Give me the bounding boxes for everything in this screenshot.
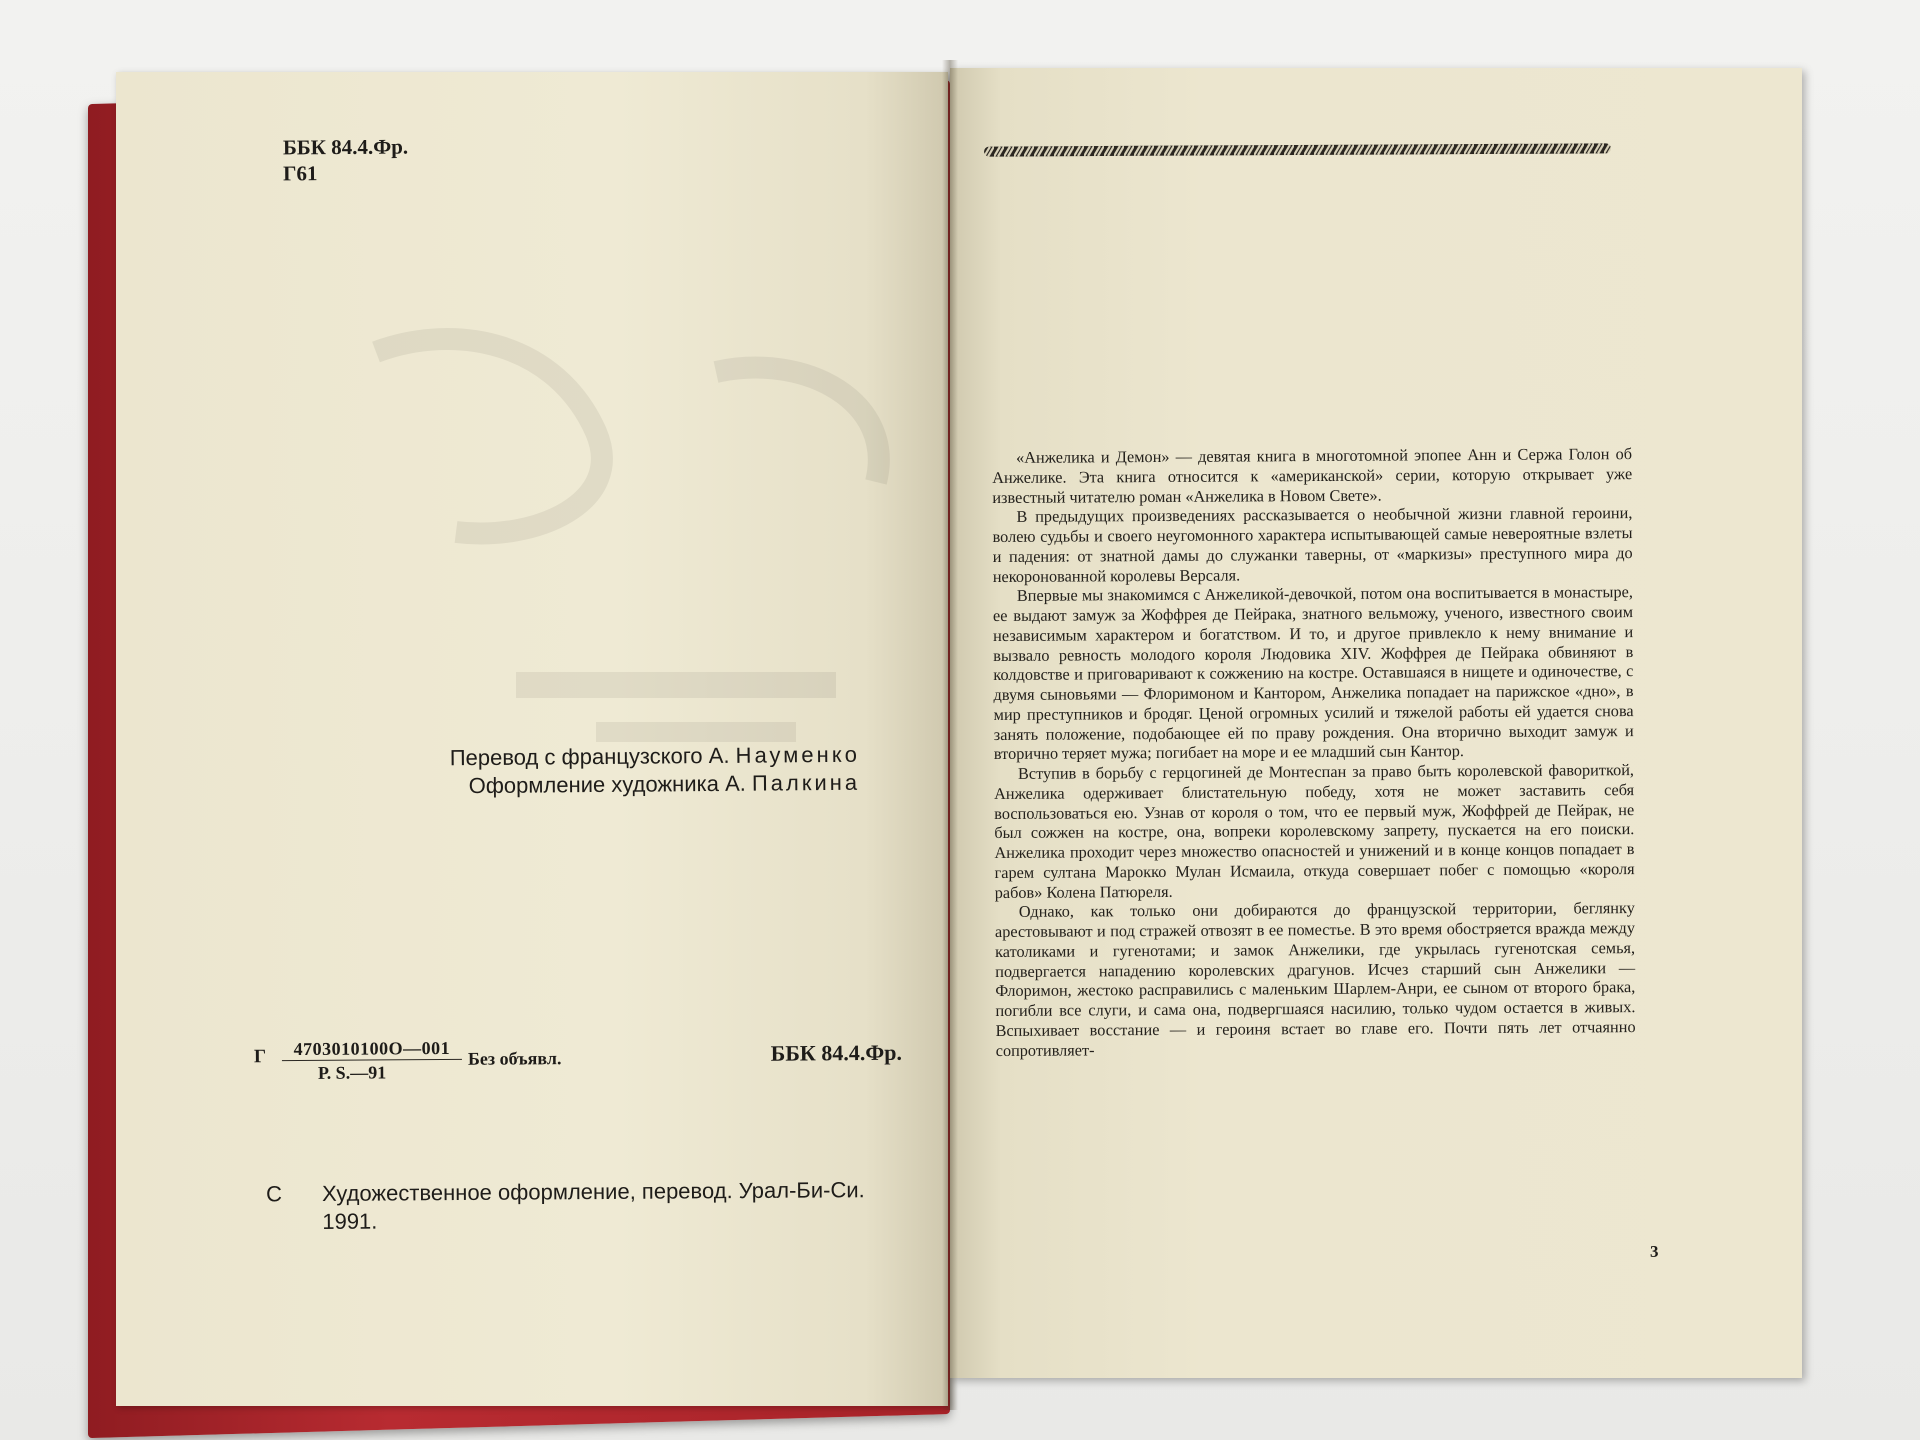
show-through-ghost [336,312,936,812]
catalog-no-ad: Без объявл. [467,1048,562,1069]
catalog-rs: Р. S.—91 [317,1062,387,1083]
translation-prefix: Перевод с французского А. [449,742,730,771]
credits-block [340,741,860,802]
translator-name: Науменко [735,741,860,768]
copyright-year: 1991. [322,1208,378,1234]
copyright-text: Художественное оформление, перевод. Урал-Би-Си. [322,1177,865,1206]
bbk-code: ББК 84.4.Фр. [282,134,409,160]
design-credit [340,769,860,802]
catalog-letter: Г [253,1046,267,1068]
paragraph: «Анжелика и Демон» — девятая книга в многотомной эпопее Анн и Сержа Голон об Анжелике. Эта книга относится к «американской» серии, которую открывает уже известный читателю роман «Анжелика в Новом Свете». [992,444,1633,507]
intro-text [992,444,1636,1060]
catalog-bbk: ББК 84.4.Фр. [770,1039,902,1066]
author-mark: Г61 [283,161,318,186]
paragraph: Вступив в борьбу с герцогиней де Монтеспан за право быть королевской фавориткой, Анжелика одерживает блистательную победу, хотя не может заставить себя воспользоваться ею. Узнав от короля о том, что ее первый муж, Жоффрей де Пейрак, не был сожжен на костре, она, вопреки королевскому запрету, пускается на его поиски. Анжелика проходит через множество опасностей и унижений и в конце концов попадает в гарем султана Марокко Мулан Исмаила, откуда совершает побег с помощью «короля рабов» Колена Патюреля. [994,760,1635,902]
bbk-block [283,134,409,187]
copyright-text-block [322,1176,942,1236]
copyright-sign: С [266,1181,283,1207]
design-prefix: Оформление художника А. [468,770,746,799]
book-gutter [942,60,958,1410]
paragraph: В предыдущих произведениях рассказывается о необычной жизни главной героини, волею судьбы и своего неугомонного характера испытывающей самые невероятные взлеты и падения: от знатной дамы до служанки таверны, от «маркизы» преступного мира до некоронованной королевы Версаля. [992,503,1633,586]
designer-name: Палкина [751,769,861,796]
paragraph: Однако, как только они добираются до французской территории, беглянку арестовывают и под стражей отвозят в ее поместье. В это время обостряется вражда между католиками и гугенотами; и замок Анжелики, где укрылась гугенотская семья, подвергается нападению королевских драгунов. Исчез старший сын Анжелики — Флоримон, жестоко расправились с маленьким Шарлем-Анри, ее сыном от второго брака, погибли все слуги, и сама она, подвергшаяся насилию, только чудом остается в живых. Вспыхивает восстание — и героиня встает во главе его. Почти пять лет отчаянно сопротивляет- [994,898,1636,1060]
catalog-block [254,1034,914,1099]
translation-credit [340,741,860,774]
paragraph: Впервые мы знакомимся с Анжеликой-девочкой, потом она воспитывается в монастыре, ее выдают замуж за Жоффрея де Пейрака, знатного вельможу, ученого, известного своим независимым характером и богатством. И то, и другое привлекло к нему внимание и вызвало ревность молодого короля Людовика XIV. Жоффрея де Пейрака обвиняют в колдовстве и приговаривают к сожжению на костре. Оставшаяся в нищете и одиночестве, с двумя сыновьями — Флоримоном и Кантором, Анжелика попадает на парижское «дно», в мир преступников и бродяг. Ценой огромных усилий и тяжелой работы ей удается снова занять положение, подобающее ей по праву рождения. Она вторично выходит замуж и вторично теряет мужа; погибает на море и ее младший сын Кантор. [992,582,1634,764]
page-number: 3 [1650,1242,1659,1261]
catalog-number: 4703010100О—001 [282,1037,462,1061]
